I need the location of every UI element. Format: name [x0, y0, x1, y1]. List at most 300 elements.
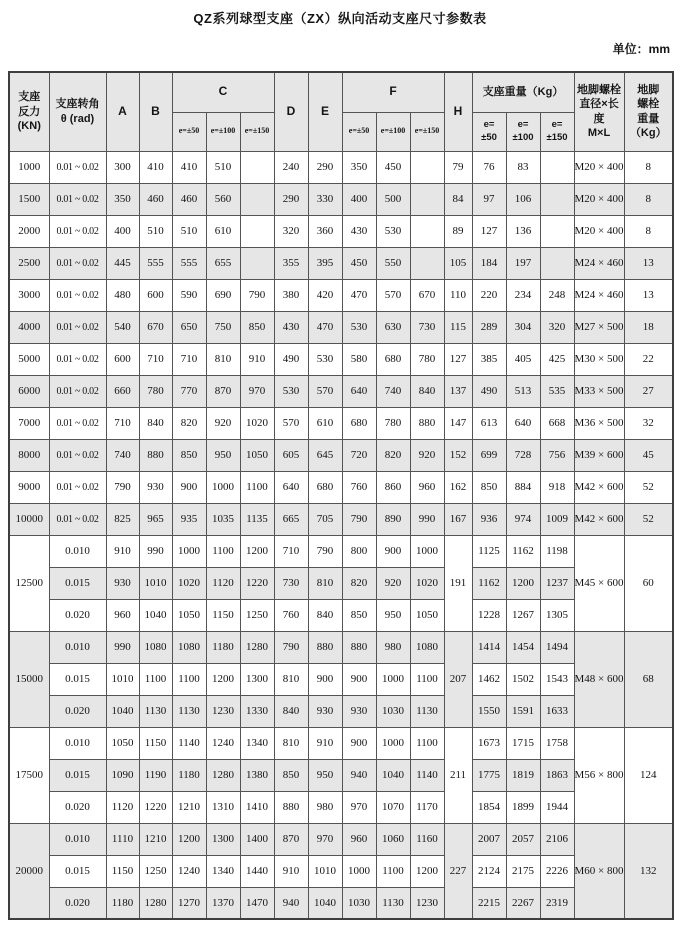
- table-cell: 705: [308, 503, 342, 535]
- table-row: [9, 855, 673, 887]
- table-cell: 0.015: [49, 663, 106, 695]
- table-cell: 1775: [472, 759, 506, 791]
- table-cell: 470: [342, 279, 376, 311]
- table-cell: 980: [308, 791, 342, 823]
- table-cell: 910: [106, 535, 139, 567]
- table-cell: 1180: [106, 887, 139, 919]
- table-cell: 750: [206, 311, 240, 343]
- table-cell: 513: [506, 375, 540, 407]
- table-cell: 1020: [410, 567, 444, 599]
- table-cell: 1230: [206, 695, 240, 727]
- table-cell: 0.010: [49, 535, 106, 567]
- table-cell: 1050: [172, 599, 206, 631]
- table-cell: 1100: [410, 727, 444, 759]
- table-cell: 850: [172, 439, 206, 471]
- parameter-table: [8, 71, 674, 920]
- table-cell: 1220: [139, 791, 172, 823]
- header-row-1: [9, 72, 673, 112]
- table-cell: 1030: [342, 887, 376, 919]
- table-cell: 510: [139, 215, 172, 247]
- table-cell: 425: [540, 343, 574, 375]
- table-cell: 1020: [240, 407, 274, 439]
- table-cell: 0.020: [49, 887, 106, 919]
- table-cell: 870: [206, 375, 240, 407]
- header-f-e50: e=±50: [342, 112, 376, 151]
- table-cell: 184: [472, 247, 506, 279]
- table-cell: 460: [139, 183, 172, 215]
- header-angle: 支座转角 θ (rad): [49, 72, 106, 151]
- table-cell: 1591: [506, 695, 540, 727]
- table-cell: 290: [274, 183, 308, 215]
- table-cell: 12500: [9, 535, 49, 631]
- table-cell: 1080: [139, 631, 172, 663]
- table-cell: 2000: [9, 215, 49, 247]
- table-cell: 395: [308, 247, 342, 279]
- table-cell: 430: [274, 311, 308, 343]
- table-cell: 450: [342, 247, 376, 279]
- table-cell: 207: [444, 631, 472, 727]
- table-cell: 0.01 ~ 0.02: [49, 503, 106, 535]
- table-cell: 810: [206, 343, 240, 375]
- table-cell: 645: [308, 439, 342, 471]
- table-cell: 405: [506, 343, 540, 375]
- page-title: QZ系列球型支座（ZX）纵向活动支座尺寸参数表: [193, 11, 487, 26]
- table-cell: 900: [172, 471, 206, 503]
- table-cell: 1500: [9, 183, 49, 215]
- table-cell: 1180: [206, 631, 240, 663]
- table-cell: 0.015: [49, 855, 106, 887]
- table-cell: 355: [274, 247, 308, 279]
- table-cell: 20000: [9, 823, 49, 919]
- table-cell: 780: [376, 407, 410, 439]
- table-cell: 960: [106, 599, 139, 631]
- table-cell: 590: [172, 279, 206, 311]
- table-cell: 1060: [376, 823, 410, 855]
- table-cell: 0.010: [49, 631, 106, 663]
- table-cell: 1899: [506, 791, 540, 823]
- header-weight-group: 支座重量（Kg）: [472, 72, 574, 112]
- table-cell: [410, 151, 444, 183]
- table-cell: 610: [206, 215, 240, 247]
- table-cell: 1340: [240, 727, 274, 759]
- table-cell: 3000: [9, 279, 49, 311]
- table-cell: 460: [172, 183, 206, 215]
- table-cell: 820: [376, 439, 410, 471]
- table-cell: 220: [472, 279, 506, 311]
- table-cell: 920: [376, 567, 410, 599]
- table-cell: 385: [472, 343, 506, 375]
- table-cell: 825: [106, 503, 139, 535]
- table-cell: 1160: [410, 823, 444, 855]
- header-c-e150: e=±150: [240, 112, 274, 151]
- table-cell: 1130: [376, 887, 410, 919]
- table-cell: 60: [624, 535, 673, 631]
- table-cell: 605: [274, 439, 308, 471]
- table-cell: 1200: [206, 663, 240, 695]
- table-cell: 660: [106, 375, 139, 407]
- table-cell: 790: [342, 503, 376, 535]
- table-cell: 147: [444, 407, 472, 439]
- table-cell: 1150: [106, 855, 139, 887]
- table-cell: 1070: [376, 791, 410, 823]
- table-cell: 790: [308, 535, 342, 567]
- header-col-e: E: [308, 72, 342, 151]
- table-cell: 289: [472, 311, 506, 343]
- table-cell: 2226: [540, 855, 574, 887]
- table-cell: 880: [274, 791, 308, 823]
- table-cell: 530: [376, 215, 410, 247]
- table-cell: 1020: [172, 567, 206, 599]
- table-cell: 1863: [540, 759, 574, 791]
- table-cell: 1228: [472, 599, 506, 631]
- unit-label: 单位：mm: [612, 42, 670, 56]
- table-cell: 1854: [472, 791, 506, 823]
- table-cell: 900: [342, 727, 376, 759]
- table-cell: 420: [308, 279, 342, 311]
- table-cell: 630: [376, 311, 410, 343]
- table-cell: 1462: [472, 663, 506, 695]
- table-cell: [540, 183, 574, 215]
- table-cell: 965: [139, 503, 172, 535]
- table-cell: 0.020: [49, 695, 106, 727]
- header-c-e100: e=±100: [206, 112, 240, 151]
- table-row: [9, 151, 673, 183]
- table-cell: 470: [308, 311, 342, 343]
- table-cell: 1170: [410, 791, 444, 823]
- table-cell: 535: [540, 375, 574, 407]
- table-cell: 918: [540, 471, 574, 503]
- table-cell: 680: [376, 343, 410, 375]
- table-cell: 920: [206, 407, 240, 439]
- table-cell: 1050: [240, 439, 274, 471]
- table-cell: 320: [540, 311, 574, 343]
- table-cell: 530: [308, 343, 342, 375]
- table-cell: 360: [308, 215, 342, 247]
- table-cell: 790: [274, 631, 308, 663]
- table-cell: 300: [106, 151, 139, 183]
- header-bolt-weight: 地脚 螺栓 重量 （Kg）: [624, 72, 673, 151]
- table-cell: 840: [139, 407, 172, 439]
- table-cell: 810: [308, 567, 342, 599]
- table-cell: 1200: [506, 567, 540, 599]
- table-cell: 1190: [139, 759, 172, 791]
- table-cell: 840: [410, 375, 444, 407]
- table-cell: 27: [624, 375, 673, 407]
- table-cell: M56 × 800: [574, 727, 624, 823]
- table-cell: 2267: [506, 887, 540, 919]
- table-cell: 1000: [376, 727, 410, 759]
- table-cell: 1673: [472, 727, 506, 759]
- header-f-e100: e=±100: [376, 112, 410, 151]
- table-cell: 115: [444, 311, 472, 343]
- table-cell: 380: [274, 279, 308, 311]
- table-body: [9, 151, 673, 919]
- table-cell: 7000: [9, 407, 49, 439]
- table-cell: 1130: [410, 695, 444, 727]
- table-cell: 0.01 ~ 0.02: [49, 471, 106, 503]
- table-cell: M60 × 800: [574, 823, 624, 919]
- table-cell: 1270: [172, 887, 206, 919]
- table-cell: 304: [506, 311, 540, 343]
- table-cell: 740: [376, 375, 410, 407]
- table-cell: 710: [139, 343, 172, 375]
- header-f-e150: e=±150: [410, 112, 444, 151]
- table-cell: 670: [139, 311, 172, 343]
- table-cell: 136: [506, 215, 540, 247]
- table-cell: 900: [376, 535, 410, 567]
- table-cell: 15000: [9, 631, 49, 727]
- table-row: [9, 695, 673, 727]
- table-cell: 1040: [139, 599, 172, 631]
- table-cell: 530: [274, 375, 308, 407]
- table-cell: 930: [308, 695, 342, 727]
- table-cell: 0.01 ~ 0.02: [49, 375, 106, 407]
- table-cell: 8000: [9, 439, 49, 471]
- table-cell: 1010: [308, 855, 342, 887]
- table-cell: [410, 183, 444, 215]
- table-cell: 1050: [106, 727, 139, 759]
- table-cell: 97: [472, 183, 506, 215]
- table-cell: 935: [172, 503, 206, 535]
- table-cell: 320: [274, 215, 308, 247]
- table-cell: 13: [624, 279, 673, 311]
- table-cell: 410: [172, 151, 206, 183]
- table-cell: 1135: [240, 503, 274, 535]
- table-cell: 1162: [506, 535, 540, 567]
- table-cell: 84: [444, 183, 472, 215]
- table-cell: 110: [444, 279, 472, 311]
- table-cell: [540, 247, 574, 279]
- table-cell: 950: [206, 439, 240, 471]
- table-cell: 710: [172, 343, 206, 375]
- table-cell: 1715: [506, 727, 540, 759]
- table-cell: 1200: [410, 855, 444, 887]
- table-row: [9, 311, 673, 343]
- table-cell: 920: [410, 439, 444, 471]
- table-cell: 2106: [540, 823, 574, 855]
- table-cell: 167: [444, 503, 472, 535]
- table-cell: 680: [342, 407, 376, 439]
- table-row: [9, 823, 673, 855]
- table-cell: 1370: [206, 887, 240, 919]
- table-cell: 699: [472, 439, 506, 471]
- header-bolt-spec: 地脚螺栓 直径×长度 M×L: [574, 72, 624, 151]
- table-cell: 1130: [139, 695, 172, 727]
- table-cell: 1454: [506, 631, 540, 663]
- table-cell: 990: [139, 535, 172, 567]
- table-cell: 400: [342, 183, 376, 215]
- table-cell: M20 × 400: [574, 215, 624, 247]
- table-cell: 17500: [9, 727, 49, 823]
- table-cell: 480: [106, 279, 139, 311]
- table-cell: 240: [274, 151, 308, 183]
- table-cell: 1633: [540, 695, 574, 727]
- table-cell: 1198: [540, 535, 574, 567]
- table-cell: 1140: [172, 727, 206, 759]
- table-cell: 4000: [9, 311, 49, 343]
- table-row: [9, 279, 673, 311]
- table-cell: 400: [106, 215, 139, 247]
- table-cell: 8: [624, 183, 673, 215]
- table-cell: 1305: [540, 599, 574, 631]
- table-cell: 900: [308, 663, 342, 695]
- table-cell: 1100: [410, 663, 444, 695]
- table-cell: 10000: [9, 503, 49, 535]
- table-cell: 2319: [540, 887, 574, 919]
- table-cell: 870: [274, 823, 308, 855]
- table-cell: 0.01 ~ 0.02: [49, 279, 106, 311]
- table-row: [9, 535, 673, 567]
- header-weight-e150: e= ±150: [540, 112, 574, 151]
- table-row: [9, 439, 673, 471]
- table-cell: 1080: [172, 631, 206, 663]
- table-cell: 450: [376, 151, 410, 183]
- table-cell: 668: [540, 407, 574, 439]
- table-cell: 884: [506, 471, 540, 503]
- table-cell: 1035: [206, 503, 240, 535]
- table-cell: 1280: [206, 759, 240, 791]
- table-cell: M48 × 600: [574, 631, 624, 727]
- table-row: [9, 567, 673, 599]
- table-cell: 710: [106, 407, 139, 439]
- table-cell: M42 × 600: [574, 471, 624, 503]
- table-cell: 570: [376, 279, 410, 311]
- table-cell: 570: [274, 407, 308, 439]
- table-cell: 780: [139, 375, 172, 407]
- table-cell: 1250: [139, 855, 172, 887]
- table-cell: 613: [472, 407, 506, 439]
- table-cell: [240, 151, 274, 183]
- table-cell: 1180: [172, 759, 206, 791]
- table-cell: 1310: [206, 791, 240, 823]
- table-cell: 880: [410, 407, 444, 439]
- table-cell: M33 × 500: [574, 375, 624, 407]
- table-cell: 248: [540, 279, 574, 311]
- table-cell: 211: [444, 727, 472, 823]
- table-cell: 550: [376, 247, 410, 279]
- table-cell: 1494: [540, 631, 574, 663]
- table-cell: 810: [274, 663, 308, 695]
- table-cell: 1944: [540, 791, 574, 823]
- table-cell: 1130: [172, 695, 206, 727]
- table-cell: 950: [376, 599, 410, 631]
- table-cell: 1030: [376, 695, 410, 727]
- table-cell: 1340: [206, 855, 240, 887]
- table-cell: 1543: [540, 663, 574, 695]
- table-cell: 555: [172, 247, 206, 279]
- table-cell: 1440: [240, 855, 274, 887]
- table-cell: 1300: [240, 663, 274, 695]
- table-cell: 990: [106, 631, 139, 663]
- table-cell: 740: [106, 439, 139, 471]
- table-cell: 960: [342, 823, 376, 855]
- table-cell: 880: [342, 631, 376, 663]
- table-cell: M20 × 400: [574, 183, 624, 215]
- table-cell: 790: [240, 279, 274, 311]
- table-cell: 1080: [410, 631, 444, 663]
- table-cell: 640: [506, 407, 540, 439]
- table-cell: 2057: [506, 823, 540, 855]
- table-cell: 410: [139, 151, 172, 183]
- table-cell: [540, 215, 574, 247]
- table-cell: 670: [410, 279, 444, 311]
- table-cell: 1240: [206, 727, 240, 759]
- table-cell: 234: [506, 279, 540, 311]
- table-cell: 124: [624, 727, 673, 823]
- table-row: [9, 759, 673, 791]
- table-cell: 490: [274, 343, 308, 375]
- table-cell: 860: [376, 471, 410, 503]
- table-cell: 720: [342, 439, 376, 471]
- table-cell: 127: [444, 343, 472, 375]
- table-cell: 83: [506, 151, 540, 183]
- table-cell: 850: [342, 599, 376, 631]
- table-cell: 0.01 ~ 0.02: [49, 311, 106, 343]
- table-cell: 910: [240, 343, 274, 375]
- table-cell: 350: [106, 183, 139, 215]
- table-cell: 970: [240, 375, 274, 407]
- header-weight-e50: e= ±50: [472, 112, 506, 151]
- table-cell: M39 × 600: [574, 439, 624, 471]
- table-cell: 820: [172, 407, 206, 439]
- table-cell: 52: [624, 471, 673, 503]
- table-cell: 850: [472, 471, 506, 503]
- table-cell: 0.01 ~ 0.02: [49, 439, 106, 471]
- table-cell: 1110: [106, 823, 139, 855]
- header-col-a: A: [106, 72, 139, 151]
- table-cell: 655: [206, 247, 240, 279]
- table-cell: 350: [342, 151, 376, 183]
- table-cell: 665: [274, 503, 308, 535]
- table-row: [9, 727, 673, 759]
- header-col-c: C: [172, 72, 274, 112]
- table-cell: 430: [342, 215, 376, 247]
- table-cell: 850: [240, 311, 274, 343]
- table-cell: 8: [624, 215, 673, 247]
- table-cell: 1100: [139, 663, 172, 695]
- table-cell: 1162: [472, 567, 506, 599]
- table-cell: 970: [342, 791, 376, 823]
- table-cell: 1050: [410, 599, 444, 631]
- table-cell: 0.020: [49, 599, 106, 631]
- table-cell: 1000: [206, 471, 240, 503]
- table-cell: M27 × 500: [574, 311, 624, 343]
- table-cell: 1100: [240, 471, 274, 503]
- table-cell: 730: [274, 567, 308, 599]
- table-cell: 1400: [240, 823, 274, 855]
- table-cell: 137: [444, 375, 472, 407]
- table-cell: 0.015: [49, 567, 106, 599]
- table-cell: [410, 247, 444, 279]
- table-cell: 970: [308, 823, 342, 855]
- table-cell: M24 × 460: [574, 279, 624, 311]
- table-cell: 728: [506, 439, 540, 471]
- table-cell: 1220: [240, 567, 274, 599]
- table-cell: 1550: [472, 695, 506, 727]
- header-col-d: D: [274, 72, 308, 151]
- table-cell: 5000: [9, 343, 49, 375]
- table-cell: 940: [274, 887, 308, 919]
- table-cell: 510: [172, 215, 206, 247]
- table-cell: 1000: [342, 855, 376, 887]
- table-cell: 45: [624, 439, 673, 471]
- table-cell: M42 × 600: [574, 503, 624, 535]
- table-cell: 2500: [9, 247, 49, 279]
- table-cell: 105: [444, 247, 472, 279]
- table-row: [9, 183, 673, 215]
- table-cell: 510: [206, 151, 240, 183]
- table-cell: 197: [506, 247, 540, 279]
